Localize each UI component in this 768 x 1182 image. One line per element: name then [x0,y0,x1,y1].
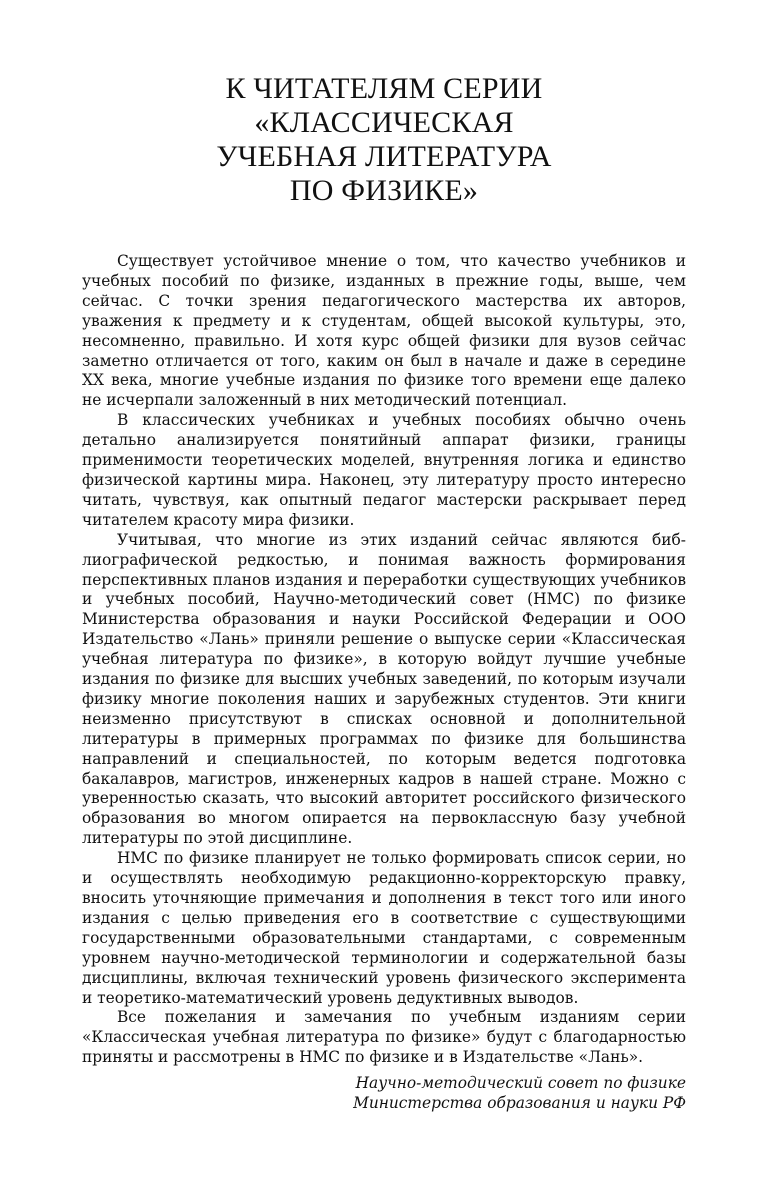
paragraph-2: В классических учебниках и учебных пособиях обычно очень детально анализируется понятийный аппарат физики, границы применимости теоретических моделей, внутренняя логика и единство физической картины мира. Наконец, эту литературу просто интересно читать, чувствуя, как опытный педагог мастерски раскрывает перед читателем красоту мира физики. [82,411,686,529]
page-title [82,72,686,208]
paragraph-1: Существует устойчивое мнение о том, что качество учебников и учебных пособий по физике, изданных в прежние годы, выше, чем сейчас. С точки зрения педагогического мастерства их авторов, уважения к предмету и к студентам, общей высокой культуры, это, несомненно, правильно. И хотя курс общей физики для вузов сейчас заметно отличается от того, каким он был в начале и даже в середине XX века, многие учебные издания по физике того времени еще далеко не исчерпали заложенный в них методический потенциал. [82,252,686,410]
title-line-4: ПО ФИЗИКЕ» [289,174,479,207]
paragraph-4: НМС по физике планирует не только формировать список серии, но и осуществлять необходимую редакционно-корректорскую правку, вносить уточняющие примечания и дополнения в текст того или иного издания с целью приведения его в соответствие с существующими государственными образовательными стандартами, с современным уровнем научно-методической терминологии и содержательной базы дисциплины, включая технический уровень физического эксперимента и теоретико-математический уровень дедуктивных выводов. [82,849,686,1007]
signature-line-2: Министерства образования и науки РФ [353,1094,686,1113]
title-line-3: УЧЕБНАЯ ЛИТЕРАТУРА [216,140,552,173]
title-line-1: К ЧИТАТЕЛЯМ СЕРИИ [225,72,543,105]
paragraph-3: Учитывая, что многие из этих изданий сейчас являются библиографической редкостью, и понимая важность формирования перспективных планов издания и переработки существующих учебников и учебных пособий, Научно-методический совет (НМС) по физике Министерства образования и науки Российской Федерации и ООО Издательство «Лань» приняли решение о выпуске серии «Классическая учебная литература по физике», в которую войдут лучшие учебные издания по физике для высших учебных заведений, по которым изучали физику многие поколения наших и зарубежных студентов. Эти книги неизменно присутствуют в списках основной и дополнительной литературы в примерных программах по физике для большинства направлений и специальностей, по которым ведется подготовка бакалавров, магистров, инженерных кадров в нашей стране. Можно с уверенностью сказать, что высокий авторитет российского физического образования во многом опирается на первоклассную базу учебной литературы по этой дисциплине. [82,530,686,848]
paragraph-5: Все пожелания и замечания по учебным изданиям серии «Классическая учебная литература по физике» будут с благодарностью приняты и рассмотрены в НМС по физике и в Издательстве «Лань». [82,1008,686,1067]
title-line-2: «КЛАССИЧЕСКАЯ [254,106,514,139]
signature [82,1074,686,1114]
document-page [82,72,686,1114]
body-text [82,252,686,1068]
signature-line-1: Научно-методический совет по физике [355,1074,686,1093]
